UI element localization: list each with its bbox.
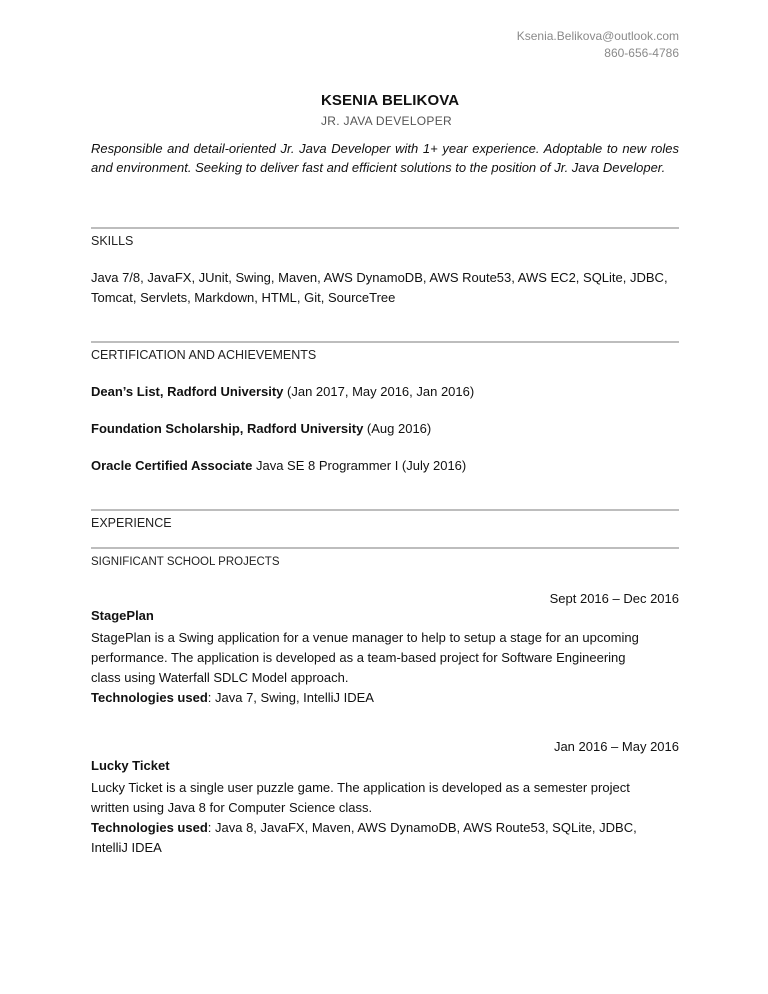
summary-paragraph: Responsible and detail-oriented Jr. Java Developer with 1+ year experience. Adoptable to new roles and environment. Seeking to deliver fast and efficient solutions to the position of Jr. Java Developer. [91,141,679,175]
certification-detail: Java SE 8 Programmer I (July 2016) [252,458,467,473]
contact-block [517,28,679,62]
resume-page [91,0,679,994]
candidate-role: JR. JAVA DEVELOPER [321,114,452,128]
certification-detail: (Aug 2016) [363,421,432,436]
project-date: Jan 2016 – May 2016 [553,739,679,754]
section-divider [91,547,679,549]
candidate-name: KSENIA BELIKOVA [321,92,460,109]
experience-heading: EXPERIENCE [91,516,172,530]
skills-heading: SKILLS [91,234,134,248]
section-divider [91,227,679,229]
contact-email: Ksenia.Belikova@outlook.com [516,29,679,43]
certification-item [91,419,679,439]
certification-name: Foundation Scholarship, Radford University [91,421,364,436]
project-technologies [91,688,679,708]
project-description [91,628,679,708]
technologies-label: Technologies used [91,820,208,835]
certification-detail: (Jan 2017, May 2016, Jan 2016) [283,384,475,399]
certification-name: Dean’s List, Radford University [91,384,284,399]
section-divider [91,509,679,511]
skills-list [91,268,679,308]
technologies-list: : Java 7, Swing, IntelliJ IDEA [207,690,374,705]
project-technologies [91,818,679,838]
name-block [321,92,459,128]
skills-line-2: Tomcat, Servlets, Markdown, HTML, Git, SourceTree [91,290,396,305]
certification-item [91,382,679,402]
contact-phone: 860-656-4786 [604,46,679,60]
project-line: class using Waterfall SDLC Model approach. [91,670,349,685]
skills-line-1: Java 7/8, JavaFX, JUnit, Swing, Maven, AWS DynamoDB, AWS Route53, AWS EC2, SQLite, JDBC, [91,270,668,285]
project-description [91,778,679,858]
certification-name: Oracle Certified Associate [91,458,253,473]
project-line: performance. The application is developed as a team-based project for Software Engineering [91,650,626,665]
project-title: Lucky Ticket [91,758,170,773]
certification-item [91,456,679,476]
section-divider [91,341,679,343]
certifications-heading: CERTIFICATION AND ACHIEVEMENTS [91,348,317,362]
school-projects-heading: SIGNIFICANT SCHOOL PROJECTS [91,556,280,568]
project-title: StagePlan [91,608,154,623]
project-line: written using Java 8 for Computer Science class. [91,800,373,815]
project-line: StagePlan is a Swing application for a venue manager to help to setup a stage for an upcoming [91,630,639,645]
project-line: Lucky Ticket is a single user puzzle game. The application is developed as a semester project [91,780,630,795]
technologies-list: : Java 8, JavaFX, Maven, AWS DynamoDB, AWS Route53, SQLite, JDBC, [207,820,637,835]
project-date: Sept 2016 – Dec 2016 [549,591,679,606]
project-line: IntelliJ IDEA [91,840,162,855]
technologies-label: Technologies used [91,690,208,705]
